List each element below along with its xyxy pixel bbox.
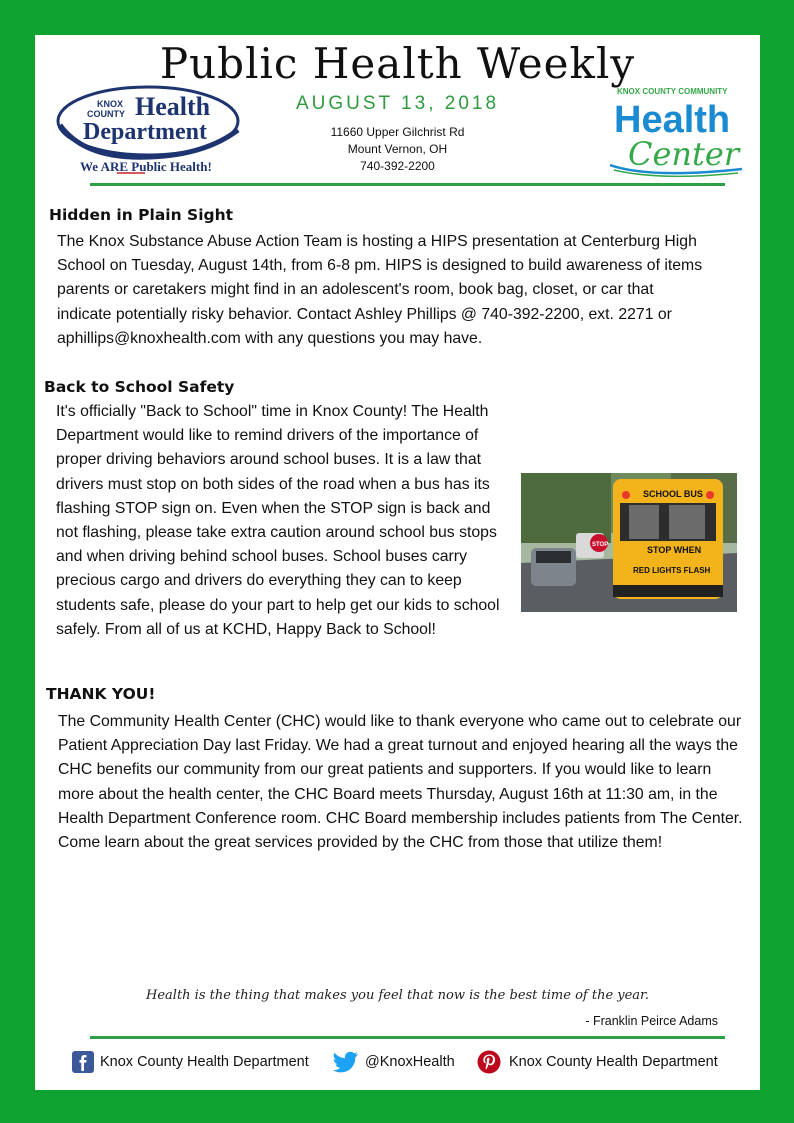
facebook-label: Knox County Health Department [100, 1054, 309, 1070]
phone-number: 740-392-2200 [360, 159, 435, 173]
school-bus-photo [521, 473, 737, 612]
twitter-label: @KnoxHealth [365, 1054, 455, 1070]
pinterest-link[interactable] [477, 1049, 718, 1075]
quote-author: - Franklin Peirce Adams [585, 1014, 718, 1028]
address-street: 11660 Upper Gilchrist Rd [330, 125, 465, 139]
article-heading-thank-you: THANK YOU! [46, 685, 156, 703]
twitter-link[interactable] [333, 1049, 455, 1075]
pinterest-label: Knox County Health Department [509, 1054, 718, 1070]
hd-logo-knox: KNOX [97, 99, 124, 109]
facebook-icon [72, 1051, 94, 1073]
photo-stop-sign: STOP [592, 542, 609, 548]
chc-logo-top: KNOX COUNTY COMMUNITY [617, 87, 728, 96]
twitter-icon [333, 1051, 359, 1073]
health-department-logo [55, 85, 245, 180]
issue-date: AUGUST 13, 2018 [295, 93, 500, 114]
photo-stop-when: STOP WHEN [647, 545, 702, 555]
article-body-back-to-school: It's officially "Back to School" time in Knox County! The Health Department would like to remind drivers of the importance of proper driving behaviors around school buses. It is a law that drivers must stop on both sides of the road when a bus has its flashing STOP sign on. Even when the STOP sign is back and not flashing, please take extra caution around school bus stops and when driving behind school buses. School buses carry precious cargo and drivers do everything they can to keep students safe, please do your part to help get our kids to school safely. From all of us at KCHD, Happy Back to School! [56, 403, 500, 638]
article-body-hidden-in-plain-sight: The Knox Substance Abuse Action Team is hosting a HIPS presentation at Centerburg High School on Tuesday, August 14th, from 6-8 pm. HIPS is designed to build awareness of items parents or caretakers might find in an adolescent's room, book bag, closet, or car that indicate potentially risky behavior. Contact Ashley Phillips @ 740-392-2200, ext. 2271 or aphillips@knoxhealth.com with any questions you may have. [57, 233, 703, 347]
article-heading-back-to-school: Back to School Safety [44, 378, 235, 396]
footer-divider [90, 1036, 725, 1039]
article-heading-hidden-in-plain-sight: Hidden in Plain Sight [49, 206, 234, 224]
newsletter-page [35, 35, 760, 1090]
facebook-link[interactable] [72, 1049, 309, 1075]
hd-logo-county: COUNTY [87, 109, 125, 119]
chc-logo-health: Health [614, 99, 731, 141]
pinterest-icon [477, 1050, 501, 1074]
header-divider [90, 183, 725, 186]
newsletter-title: Public Health Weekly [159, 39, 636, 88]
photo-bus-sign: SCHOOL BUS [643, 489, 703, 499]
chc-logo-center: Center [628, 135, 740, 173]
address-city: Mount Vernon, OH [347, 142, 448, 156]
article-body-thank-you: The Community Health Center (CHC) would like to thank everyone who came out to celebrate our Patient Appreciation Day last Friday. We had a great turnout and enjoyed hearing all the ways the CHC benefits our community from our great patients and supporters. If you would like to learn more about the health center, the CHC Board meets Thursday, August 16th at 11:30 am, in the Health Department Conference room. CHC Board membership includes patients from The Center. Come learn about the great services provided by the CHC from those that utilize them! [58, 713, 743, 852]
health-center-logo [610, 85, 750, 179]
photo-lights-text: RED LIGHTS FLASH [633, 566, 711, 575]
quote-text: Health is the thing that makes you feel that now is the best time of the year. [146, 988, 649, 1003]
hd-logo-tagline: We ARE Public Health! [80, 159, 212, 174]
hd-logo-department: Department [83, 119, 207, 145]
hd-logo-health: Health [135, 92, 211, 121]
